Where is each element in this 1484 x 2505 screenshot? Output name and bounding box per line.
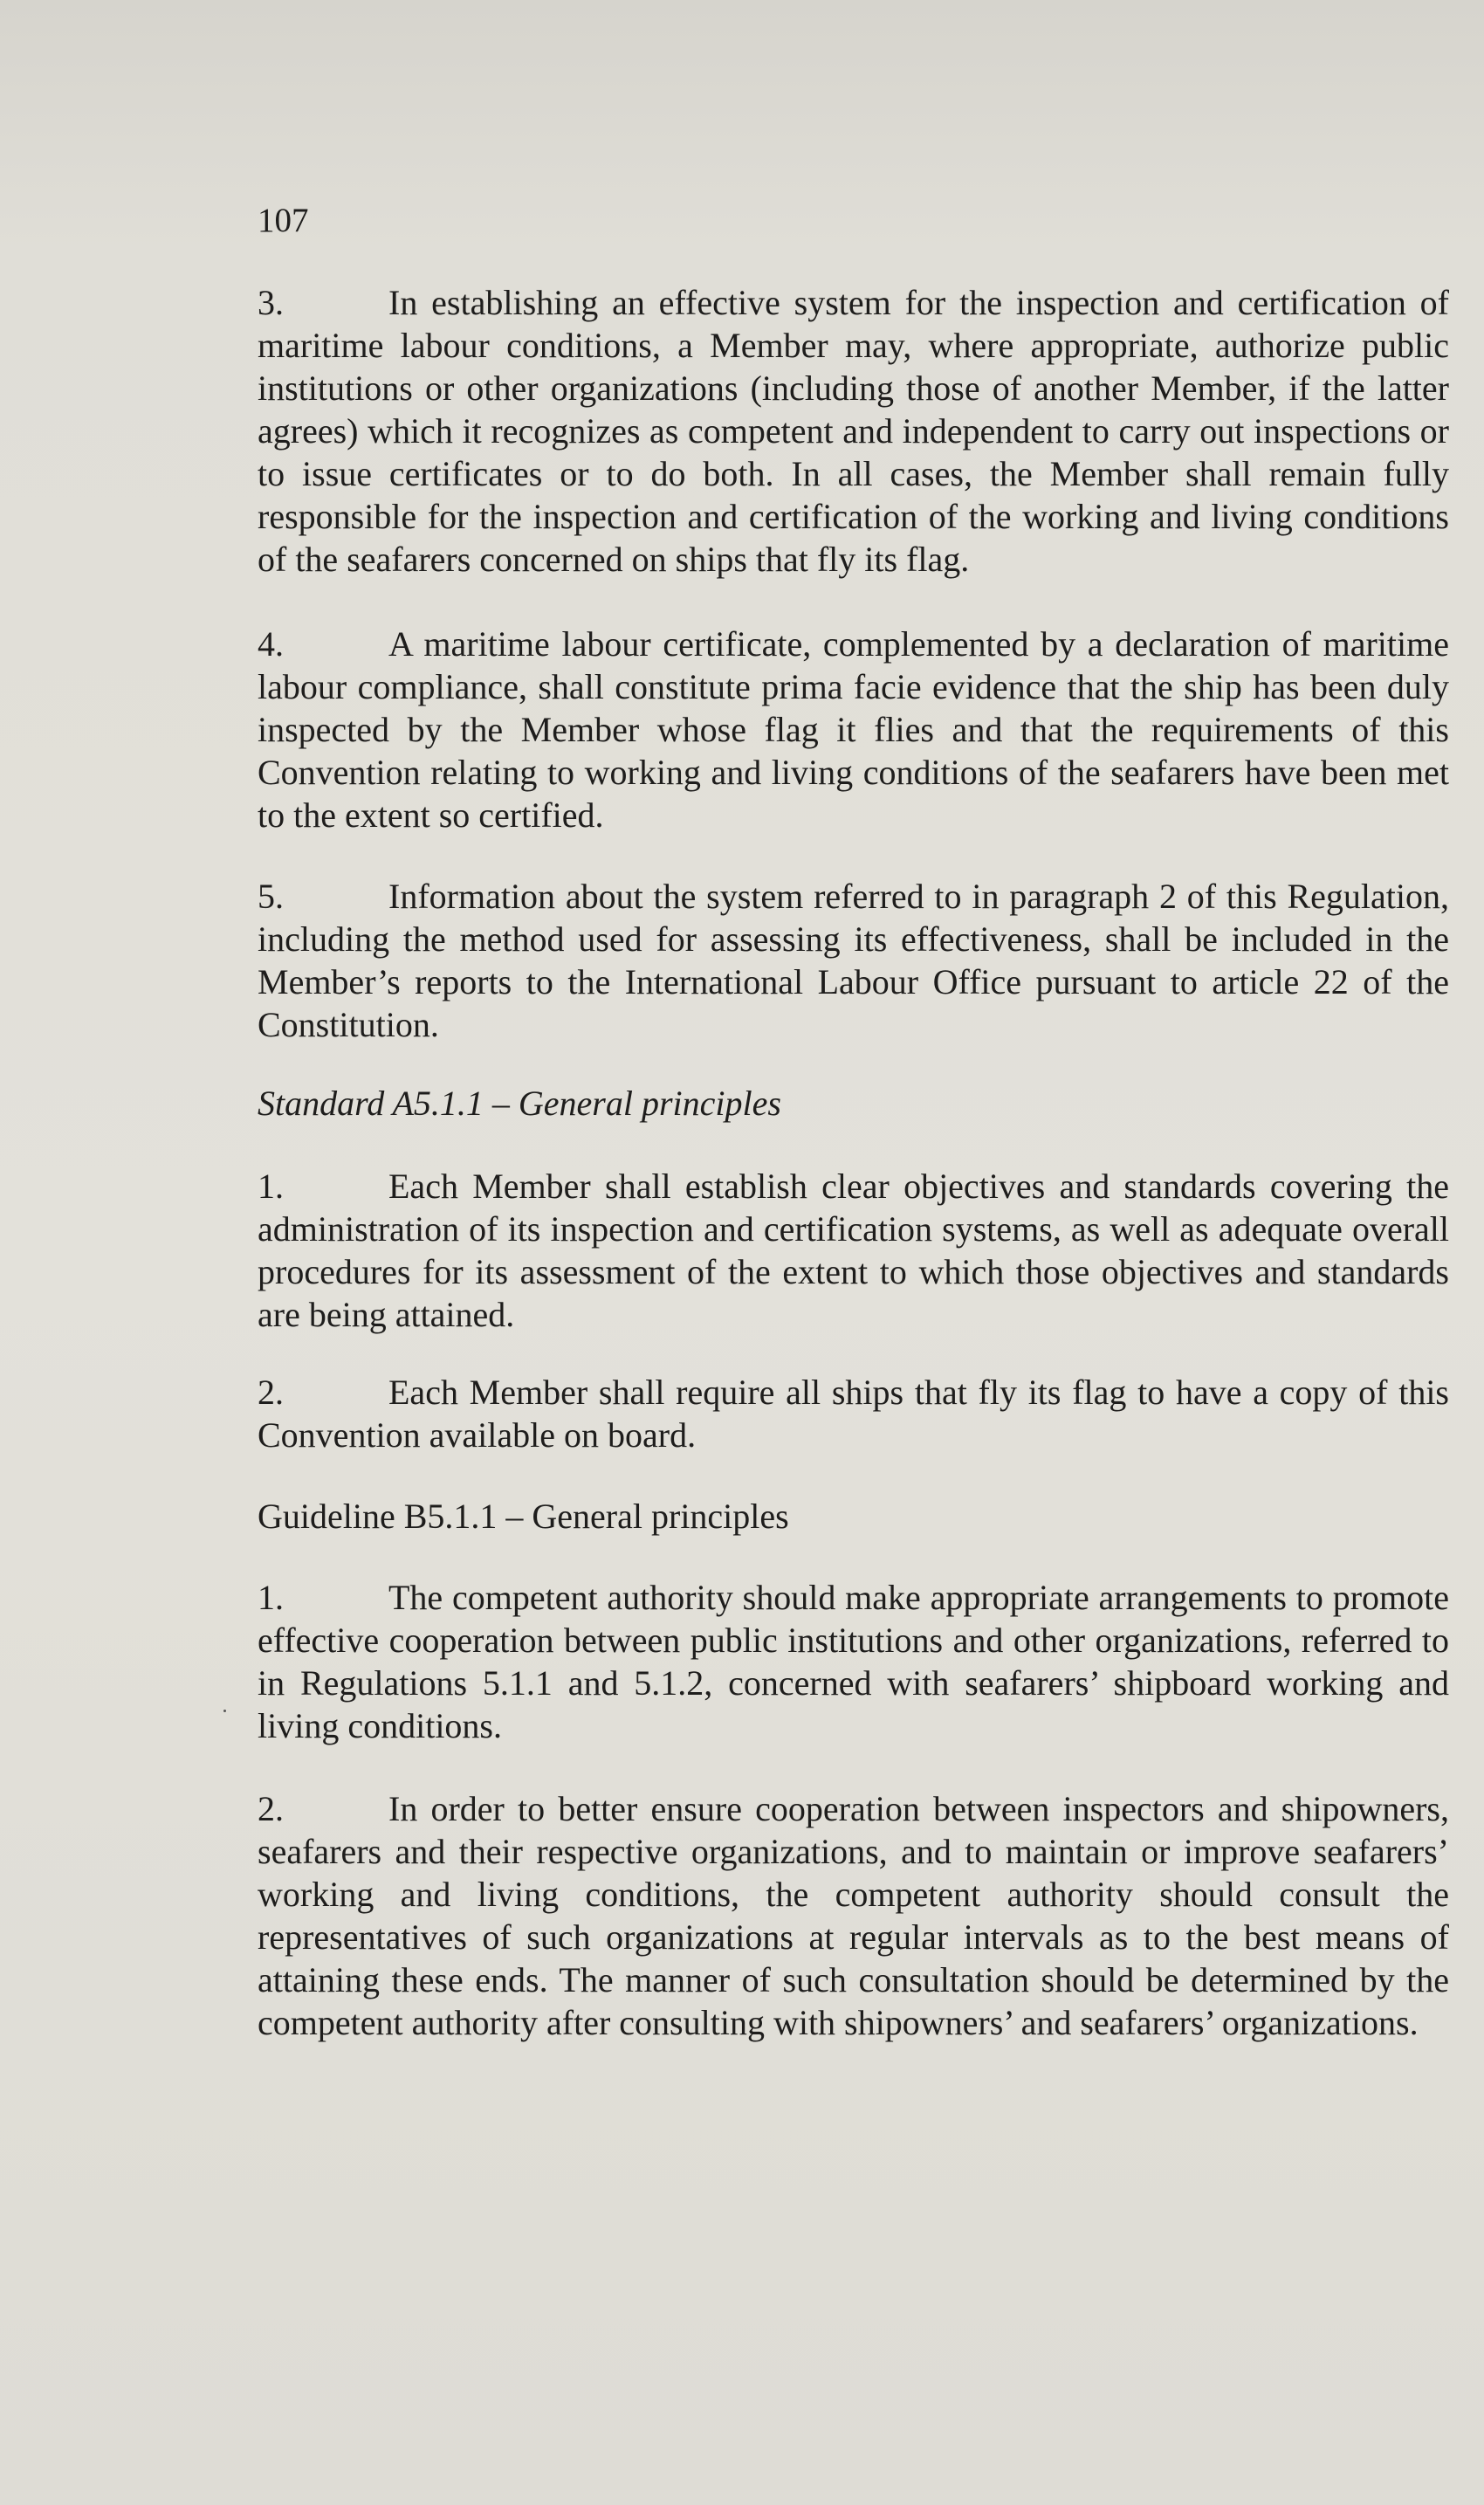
paragraph-number: 2. [258,1789,284,1828]
standard-heading: Standard A5.1.1 – General principles [258,1084,781,1123]
regulation-paragraph-3 [258,281,1449,581]
paragraph-text: The competent authority should make appropriate arrangements to promote effective cooperation between public institutions and other organizations, referred to in Regulations 5.1.1 and 5.1.2, concerned with seafarers’ shipboard working and living conditions. [258,1578,1449,1745]
paragraph-text: Each Member shall establish clear objectives and standards covering the administration of its inspection and certification systems, as well as adequate overall procedures for its assessment of the extent to which those objectives and standards are being attained. [258,1166,1449,1334]
standard-paragraph-2 [258,1371,1449,1456]
paragraph-number: 3. [258,283,284,322]
paragraph-text: A maritime labour certificate, complemented by a declaration of maritime labour compliance, shall constitute prima facie evidence that the ship has been duly inspected by the Member whose flag it flies and that the requirements of this Convention relating to working and living conditions of the seafarers have been met to the extent so certified. [258,624,1449,835]
paragraph-number: 5. [258,877,284,916]
paragraph-text: In order to better ensure cooperation between inspectors and shipowners, seafarers and their respective organizations, and to maintain or improve seafarers’ working and living conditions, the competent authority should consult the representatives of such organizations at regular intervals as to the best means of attaining these ends. The manner of such consultation should be determined by the competent authority after consulting with shipowners’ and seafarers’ organizations. [258,1789,1449,2042]
paragraph-number: 1. [258,1166,284,1206]
regulation-paragraph-4 [258,623,1449,836]
paragraph-text: Information about the system referred to in paragraph 2 of this Regulation, including the method used for assessing its effectiveness, shall be included in the Member’s reports to the International Labour Office pursuant to article 22 of the Constitution. [258,877,1449,1044]
paragraph-number: 1. [258,1578,284,1617]
regulation-paragraph-5 [258,875,1449,1046]
paragraph-number: 4. [258,624,284,664]
margin-speck [223,1710,226,1712]
guideline-paragraph-2 [258,1787,1449,2044]
standard-paragraph-1 [258,1165,1449,1336]
page-number: 107 [258,202,309,239]
guideline-heading: Guideline B5.1.1 – General principles [258,1497,789,1536]
guideline-paragraph-1 [258,1576,1449,1747]
paragraph-text: Each Member shall require all ships that fly its flag to have a copy of this Convention available on board. [258,1373,1449,1455]
paragraph-number: 2. [258,1373,284,1412]
paragraph-text: In establishing an effective system for the inspection and certification of maritime labour conditions, a Member may, where appropriate, authorize public institutions or other organizations (including those of another Member, if the latter agrees) which it recognizes as competent and independent to carry out inspections or to issue certificates or to do both. In all cases, the Member shall remain fully responsible for the inspection and certification of the working and living conditions of the seafarers concerned on ships that fly its flag. [258,283,1449,579]
